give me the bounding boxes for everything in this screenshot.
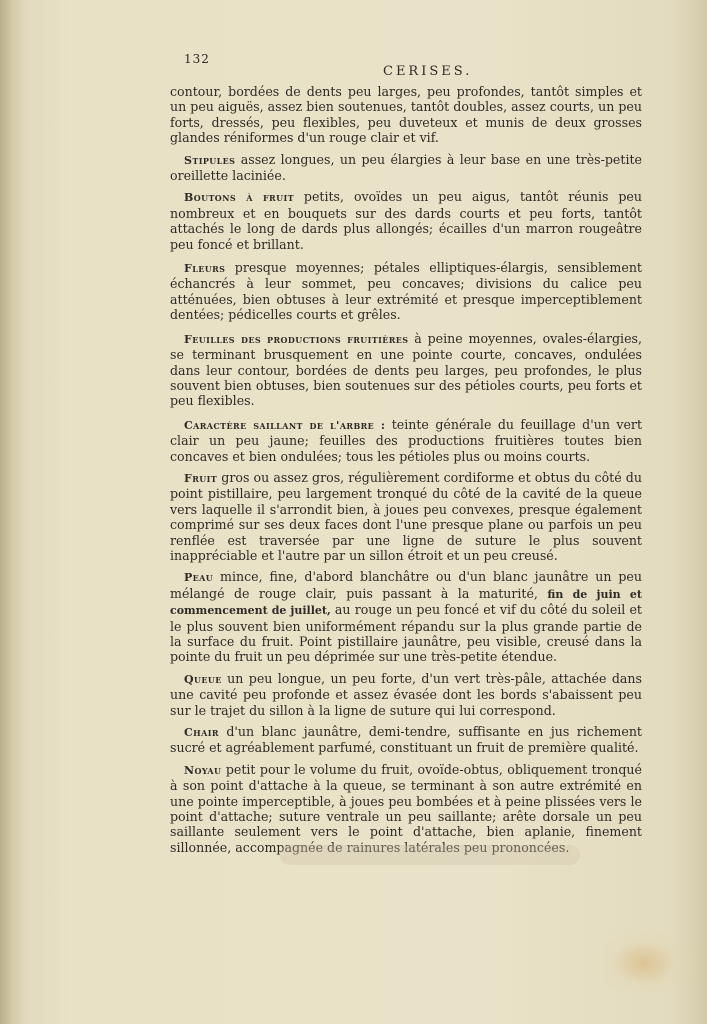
paragraph-text: petits, ovoïdes un peu aigus, tantôt réunis peu nombreux et en bouquets sur des dards courts et peu forts, tantôt attachés le long de dards plus allongés; écailles d'un marron rougeâtre peu foncé et brillant. xyxy=(170,189,642,252)
paragraph-heading: Queue xyxy=(184,672,222,686)
paragraph-heading: Peau xyxy=(184,571,214,585)
paragraph-heading: Caractère saillant de l'arbre : xyxy=(184,418,386,432)
paragraph-text: assez longues, un peu élargies à leur base en une très-petite oreillette laciniée. xyxy=(170,151,642,184)
running-title: CERISES. xyxy=(383,64,473,79)
ripening-period: fin de juin et commencement de juillet, xyxy=(170,587,642,618)
paper-stain xyxy=(280,845,580,865)
paragraph-peau xyxy=(170,569,642,664)
paragraph-text: à peine moyennes, ovales-élargies, se terminant brusquement en une pointe courte, concaves, ondulées dans leur contour, bordées de dents peu larges, peu profondes, le plus souvent bien obtuses, bien soutenues sur des pétioles courts, peu forts et peu flexibles. xyxy=(170,330,642,409)
paragraph-heading: Boutons à fruit xyxy=(184,191,294,205)
paragraph-feuilles xyxy=(170,331,642,409)
paragraph-text: presque moyennes; pétales elliptiques-élargis, sensiblement échancrés à leur sommet, peu concaves; divisions du calice peu atténuées, bien obtuses à leur extrémité et presque imperceptiblement dentées; pédicelles courts et grêles. xyxy=(170,260,642,323)
paragraph-text: au rouge un peu foncé et vif du côté du soleil et le plus souvent bien uniformément répandu sur la plus grande partie de la surface du fruit. Point pistillaire jaunâtre, peu visible, creusé dans la pointe du fruit un peu déprimée sur une très-petite étendue. xyxy=(170,602,642,665)
description-text xyxy=(170,84,642,861)
paragraph-heading: Noyau xyxy=(184,763,222,777)
page-binding-shadow xyxy=(0,0,22,1024)
paragraph-text: contour, bordées de dents peu larges, peu profondes, tantôt simples et un peu aiguës, assez bien soutenues, tantôt doubles, assez courts, un peu forts, dressés, peu flexibles, peu duveteux et munis de deux grosses glandes réniformes d'un rouge clair et vif. xyxy=(170,84,642,146)
paragraph-fruit xyxy=(170,470,642,563)
paragraph-text: mince, fine, d'abord blanchâtre ou d'un blanc jaunâtre un peu mélangé de rouge clair, puis passant à la maturité, xyxy=(170,569,642,601)
paragraph-noyau xyxy=(170,762,642,855)
corner-stamp-mark xyxy=(604,928,694,992)
paragraph-heading: Stipules xyxy=(184,153,236,167)
paragraph-text: petit pour le volume du fruit, ovoïde-obtus, obliquement tronqué à son point d'attache à la queue, se terminant à son autre extrémité en une pointe imperceptible, à joues peu bombées et à peine plissées vers le point d'attache; suture ventrale un peu saillante; arête dorsale un peu saillante seulement vers le point d'attache, bien aplanie, finement sillonnée, accompagnée de rainures latérales peu prononcées. xyxy=(170,761,642,855)
paragraph-caractere xyxy=(170,417,642,464)
paragraph-stipules xyxy=(170,152,642,184)
page-number: 132 xyxy=(184,52,210,66)
paragraph-continuation xyxy=(170,84,642,146)
paragraph-heading: Fleurs xyxy=(184,262,226,276)
paragraph-text: teinte générale du feuillage d'un vert clair un peu jaune; feuilles des productions fruitières toutes bien concaves et bien ondulées; tous les pétioles plus ou moins courts. xyxy=(170,416,642,464)
paragraph-text: d'un blanc jaunâtre, demi-tendre, suffisante en jus richement sucré et agréablement parfumé, constituant un fruit de première qualité. xyxy=(170,724,642,756)
paragraph-heading: Feuilles des productions fruitières xyxy=(184,332,409,346)
paragraph-text: gros ou assez gros, régulièrement cordiforme et obtus du côté du point pistillaire, peu largement tronqué du côté de la cavité de la queue vers laquelle il s'arrondit bien, à joues peu convexes, presque également comprimé sur ses deux faces dont l'une presque plane ou parfois un peu renflée est traversée par une ligne de suture le plus souvent inappréciable et l'autre par un sillon étroit et un peu creusé. xyxy=(170,469,642,563)
paragraph-text: un peu longue, un peu forte, d'un vert très-pâle, attachée dans une cavité peu profonde et assez évasée dont les bords s'abaissent peu sur le trajet du sillon à la ligne de suture qui lui correspond. xyxy=(170,670,642,718)
paragraph-heading: Fruit xyxy=(184,471,218,485)
paragraph-chair xyxy=(170,724,642,756)
paragraph-boutons xyxy=(170,189,642,252)
paragraph-queue xyxy=(170,671,642,718)
paragraph-fleurs xyxy=(170,260,642,323)
paragraph-heading: Chair xyxy=(184,726,219,740)
